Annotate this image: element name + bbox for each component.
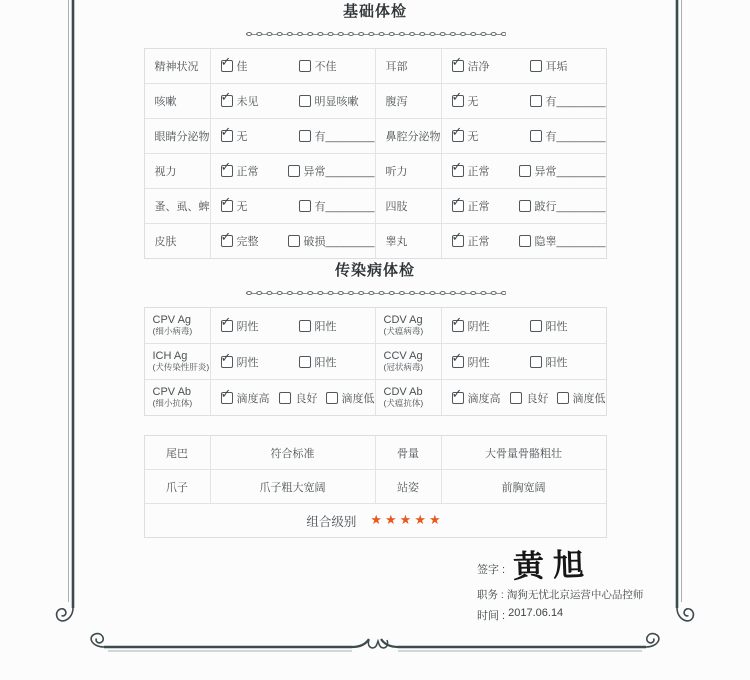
conformation-label: 尾巴 bbox=[166, 447, 188, 460]
checkbox-icon[interactable] bbox=[530, 60, 542, 72]
checkbox-icon[interactable] bbox=[519, 200, 531, 212]
option-label: 良好 bbox=[526, 392, 549, 405]
option[interactable] bbox=[288, 233, 375, 249]
option[interactable] bbox=[530, 93, 606, 109]
checkbox-icon[interactable] bbox=[452, 235, 464, 247]
exam-item-label: 听力 bbox=[375, 154, 441, 188]
checkbox-icon[interactable] bbox=[221, 392, 233, 404]
checkbox-icon[interactable] bbox=[221, 165, 233, 177]
checkbox-icon[interactable] bbox=[221, 200, 233, 212]
test-options bbox=[441, 308, 606, 343]
option[interactable] bbox=[530, 354, 568, 370]
option-label: 有________ bbox=[545, 131, 606, 143]
option-label: 滴度低 bbox=[341, 392, 375, 405]
option[interactable] bbox=[221, 128, 299, 144]
conformation-value: 符合标准 bbox=[210, 436, 375, 469]
test-subname: (细小病毒) bbox=[152, 326, 193, 337]
combination-level-row bbox=[145, 503, 606, 537]
option-label: 正常 bbox=[236, 166, 259, 178]
checkbox-icon[interactable] bbox=[299, 95, 311, 107]
exam-options bbox=[210, 154, 375, 188]
option[interactable] bbox=[510, 390, 556, 406]
exam-item-label: 皮肤 bbox=[154, 236, 177, 248]
exam-item-label: 睾丸 bbox=[375, 224, 441, 258]
table-row bbox=[145, 379, 606, 415]
option-label: 阴性 bbox=[467, 356, 490, 369]
option-label: 良好 bbox=[295, 392, 318, 405]
option-label: 佳 bbox=[236, 61, 248, 73]
option[interactable] bbox=[221, 58, 299, 74]
exam-options bbox=[441, 119, 606, 153]
checkbox-icon[interactable] bbox=[299, 130, 311, 142]
option[interactable] bbox=[299, 128, 375, 144]
option[interactable] bbox=[519, 198, 606, 214]
signature-label: 签字 : bbox=[477, 564, 506, 576]
exam-options bbox=[210, 49, 375, 83]
option-label: 完整 bbox=[236, 236, 259, 248]
option-label: 无 bbox=[467, 96, 479, 108]
option-label: 明显咳嗽 bbox=[314, 96, 359, 108]
conformation-label: 站姿 bbox=[375, 470, 441, 503]
option-label: 阳性 bbox=[314, 320, 337, 333]
option[interactable] bbox=[299, 318, 337, 334]
exam-options bbox=[210, 84, 375, 118]
option[interactable] bbox=[299, 198, 375, 214]
exam-item-label: 蚤、虱、蜱 bbox=[154, 201, 210, 213]
basic-exam-table bbox=[144, 48, 607, 259]
option-label: 阴性 bbox=[236, 320, 259, 333]
test-options bbox=[210, 308, 375, 343]
option-label: 阳性 bbox=[545, 320, 568, 333]
checkbox-icon[interactable] bbox=[530, 320, 542, 332]
star-rating: ★★★★★ bbox=[370, 512, 444, 527]
exam-options bbox=[441, 84, 606, 118]
table-row bbox=[145, 436, 606, 469]
checkbox-icon[interactable] bbox=[452, 392, 464, 404]
test-subname: (犬瘟病毒) bbox=[383, 326, 424, 337]
option[interactable] bbox=[530, 58, 568, 74]
test-name: CDV Ab bbox=[383, 385, 423, 398]
exam-options bbox=[210, 119, 375, 153]
conformation-value: 爪子粗大宽阔 bbox=[210, 470, 375, 503]
option-label: 阴性 bbox=[236, 356, 259, 369]
test-name: CCV Ag bbox=[383, 349, 423, 362]
option-label: 洁净 bbox=[467, 61, 490, 73]
exam-options bbox=[441, 224, 606, 258]
checkbox-icon[interactable] bbox=[326, 392, 338, 404]
option-label: 正常 bbox=[467, 166, 490, 178]
test-options bbox=[210, 380, 375, 415]
checkbox-icon[interactable] bbox=[299, 60, 311, 72]
checkbox-icon[interactable] bbox=[221, 320, 233, 332]
checkbox-icon[interactable] bbox=[221, 60, 233, 72]
test-label-cell bbox=[375, 380, 441, 415]
option[interactable] bbox=[530, 128, 606, 144]
option[interactable] bbox=[279, 390, 325, 406]
checkbox-icon[interactable] bbox=[288, 165, 300, 177]
option[interactable] bbox=[299, 93, 359, 109]
test-label-cell bbox=[375, 344, 441, 379]
exam-item-label: 眼睛分泌物 bbox=[154, 131, 210, 143]
test-options bbox=[210, 344, 375, 379]
test-subname: (冠状病毒) bbox=[383, 362, 424, 373]
test-label-cell bbox=[145, 308, 210, 343]
option-label: 阳性 bbox=[545, 356, 568, 369]
option[interactable] bbox=[221, 390, 280, 406]
exam-item-label: 四肢 bbox=[375, 189, 441, 223]
option[interactable] bbox=[288, 163, 375, 179]
table-row bbox=[145, 223, 606, 258]
test-subname: (犬瘟抗体) bbox=[383, 398, 424, 409]
table-row bbox=[145, 49, 606, 83]
exam-options bbox=[441, 49, 606, 83]
exam-item-label: 精神状况 bbox=[154, 61, 199, 73]
signature-block bbox=[477, 540, 643, 623]
combination-level-label: 组合级别 bbox=[306, 514, 357, 529]
exam-options bbox=[210, 189, 375, 223]
option-label: 有________ bbox=[545, 96, 606, 108]
option[interactable] bbox=[452, 163, 519, 179]
option[interactable] bbox=[299, 58, 337, 74]
checkbox-icon[interactable] bbox=[452, 60, 464, 72]
option-label: 跛行________ bbox=[534, 201, 606, 213]
checkbox-icon[interactable] bbox=[279, 392, 291, 404]
checkbox-icon[interactable] bbox=[452, 165, 464, 177]
checkbox-icon[interactable] bbox=[221, 95, 233, 107]
checkbox-icon[interactable] bbox=[299, 356, 311, 368]
option[interactable] bbox=[221, 93, 299, 109]
checkbox-icon[interactable] bbox=[452, 130, 464, 142]
option[interactable] bbox=[221, 354, 299, 370]
test-name: CDV Ag bbox=[383, 313, 423, 326]
option-label: 隐睾________ bbox=[534, 236, 606, 248]
option[interactable] bbox=[452, 93, 530, 109]
checkbox-icon[interactable] bbox=[452, 320, 464, 332]
exam-item-label: 鼻腔分泌物 bbox=[375, 119, 441, 153]
option[interactable] bbox=[299, 354, 337, 370]
table-row bbox=[145, 118, 606, 153]
option[interactable] bbox=[221, 198, 299, 214]
conformation-label: 爪子 bbox=[166, 481, 188, 494]
test-label-cell bbox=[375, 308, 441, 343]
option-label: 无 bbox=[236, 131, 248, 143]
exam-item-label: 腹泻 bbox=[375, 84, 441, 118]
option-label: 异常________ bbox=[303, 166, 375, 178]
exam-item-label: 视力 bbox=[154, 166, 177, 178]
option-label: 正常 bbox=[467, 236, 490, 248]
option-label: 不佳 bbox=[314, 61, 337, 73]
test-subname: (细小抗体) bbox=[152, 398, 193, 409]
option-label: 破损________ bbox=[303, 236, 375, 248]
chain-divider bbox=[244, 289, 506, 297]
option-label: 耳垢 bbox=[545, 61, 568, 73]
checkbox-icon[interactable] bbox=[299, 200, 311, 212]
option-label: 无 bbox=[236, 201, 248, 213]
option[interactable] bbox=[221, 318, 299, 334]
checkbox-icon[interactable] bbox=[519, 235, 531, 247]
test-label-cell bbox=[145, 380, 210, 415]
signature-row bbox=[477, 540, 643, 584]
checkbox-icon[interactable] bbox=[510, 392, 522, 404]
option[interactable] bbox=[452, 390, 511, 406]
option[interactable] bbox=[519, 163, 606, 179]
checkbox-icon[interactable] bbox=[288, 235, 300, 247]
conformation-label: 骨量 bbox=[375, 436, 441, 469]
option-label: 正常 bbox=[467, 201, 490, 213]
test-name: CPV Ab bbox=[152, 385, 192, 398]
infectious-exam-table bbox=[144, 307, 607, 416]
option[interactable] bbox=[452, 233, 519, 249]
exam-options bbox=[210, 224, 375, 258]
checkbox-icon[interactable] bbox=[519, 165, 531, 177]
option-label: 异常________ bbox=[534, 166, 606, 178]
checkbox-icon[interactable] bbox=[452, 95, 464, 107]
date-row bbox=[477, 607, 643, 623]
option-label: 无 bbox=[467, 131, 479, 143]
exam-item-label: 咳嗽 bbox=[154, 96, 177, 108]
checkbox-icon[interactable] bbox=[452, 200, 464, 212]
table-row bbox=[145, 188, 606, 223]
checkbox-icon[interactable] bbox=[221, 235, 233, 247]
table-row bbox=[145, 83, 606, 118]
date-label: 时间 : bbox=[477, 610, 506, 622]
role-value: 淘狗无忧北京运营中心品控师 bbox=[506, 589, 644, 601]
option-label: 阴性 bbox=[467, 320, 490, 333]
option[interactable] bbox=[557, 390, 606, 406]
option-label: 有________ bbox=[314, 201, 375, 213]
option[interactable] bbox=[519, 233, 606, 249]
test-options bbox=[441, 380, 606, 415]
option[interactable] bbox=[221, 163, 288, 179]
option-label: 滴度高 bbox=[467, 392, 501, 405]
option[interactable] bbox=[221, 233, 288, 249]
test-name: CPV Ag bbox=[152, 313, 192, 326]
test-label-cell bbox=[145, 344, 210, 379]
option[interactable] bbox=[452, 128, 530, 144]
role-row bbox=[477, 587, 643, 602]
table-row bbox=[145, 469, 606, 503]
table-row bbox=[145, 153, 606, 188]
date-value: 2017.06.14 bbox=[508, 607, 564, 619]
test-name: ICH Ag bbox=[152, 349, 188, 362]
table-row bbox=[145, 308, 606, 343]
exam-options bbox=[441, 154, 606, 188]
signature-handwriting: 黄旭 bbox=[512, 546, 594, 586]
option[interactable] bbox=[452, 58, 530, 74]
conformation-value: 前胸宽阔 bbox=[441, 470, 606, 503]
section-title-infectious-exam: 传染病体检 bbox=[334, 262, 415, 279]
conformation-value: 大骨量骨骼粗壮 bbox=[441, 436, 606, 469]
table-row bbox=[145, 343, 606, 379]
option[interactable] bbox=[530, 318, 568, 334]
checkbox-icon[interactable] bbox=[530, 130, 542, 142]
role-label: 职务 : bbox=[477, 589, 504, 601]
checkbox-icon[interactable] bbox=[530, 95, 542, 107]
conformation-table bbox=[144, 435, 607, 538]
section-title-basic-exam: 基础体检 bbox=[342, 3, 407, 20]
option-label: 滴度高 bbox=[236, 392, 270, 405]
checkbox-icon[interactable] bbox=[557, 392, 569, 404]
checkbox-icon[interactable] bbox=[299, 320, 311, 332]
chain-divider bbox=[244, 30, 506, 38]
option-label: 有________ bbox=[314, 131, 375, 143]
option[interactable] bbox=[452, 318, 530, 334]
exam-options bbox=[441, 189, 606, 223]
option-label: 滴度低 bbox=[572, 392, 606, 405]
checkbox-icon[interactable] bbox=[221, 130, 233, 142]
checkbox-icon[interactable] bbox=[530, 356, 542, 368]
exam-item-label: 耳部 bbox=[375, 49, 441, 83]
option-label: 未见 bbox=[236, 96, 259, 108]
option[interactable] bbox=[452, 354, 530, 370]
checkbox-icon[interactable] bbox=[452, 356, 464, 368]
option[interactable] bbox=[452, 198, 519, 214]
test-options bbox=[441, 344, 606, 379]
test-subname: (犬传染性肝炎) bbox=[152, 362, 210, 373]
checkbox-icon[interactable] bbox=[221, 356, 233, 368]
option[interactable] bbox=[326, 390, 375, 406]
option-label: 阳性 bbox=[314, 356, 337, 369]
